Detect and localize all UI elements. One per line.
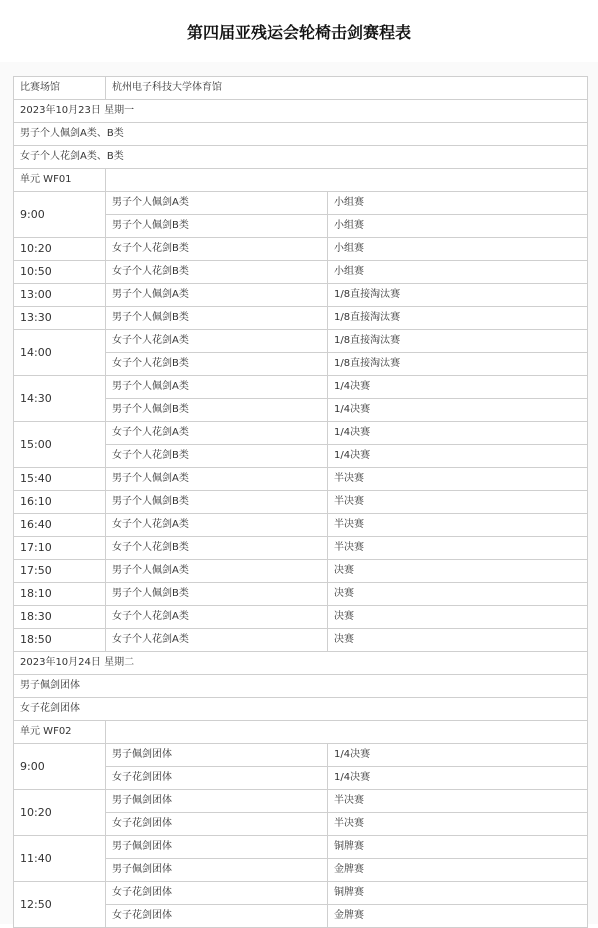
- time-cell: 17:10: [14, 537, 106, 560]
- stage-cell: 小组赛: [328, 261, 588, 284]
- schedule-row: [14, 330, 588, 353]
- date-row: [14, 652, 588, 675]
- schedule-row: [14, 537, 588, 560]
- event-cell: 男子佩剑团体: [106, 790, 328, 813]
- event-cell: 女子个人花剑A类: [106, 422, 328, 445]
- schedule-row: [14, 629, 588, 652]
- event-cell: 男子佩剑团体: [106, 836, 328, 859]
- schedule-row: [14, 606, 588, 629]
- event-cell: 女子花剑团体: [106, 813, 328, 836]
- time-cell: 13:00: [14, 284, 106, 307]
- event-cell: 女子个人花剑A类: [106, 330, 328, 353]
- schedule-row: [14, 790, 588, 813]
- time-cell: 14:00: [14, 330, 106, 376]
- event-cell: 男子个人佩剑A类: [106, 376, 328, 399]
- time-cell: 14:30: [14, 376, 106, 422]
- schedule-row: [14, 583, 588, 606]
- stage-cell: 决赛: [328, 560, 588, 583]
- time-cell: 18:10: [14, 583, 106, 606]
- stage-cell: 1/4决赛: [328, 767, 588, 790]
- schedule-row: [14, 284, 588, 307]
- time-cell: 15:00: [14, 422, 106, 468]
- event-cell: 男子个人佩剑A类: [106, 192, 328, 215]
- time-cell: 15:40: [14, 468, 106, 491]
- event-group-row-cell: 男子个人佩剑A类、B类: [14, 123, 588, 146]
- time-cell: 16:10: [14, 491, 106, 514]
- stage-cell: 半决赛: [328, 491, 588, 514]
- venue-value: 杭州电子科技大学体育馆: [106, 77, 588, 100]
- stage-cell: 1/4决赛: [328, 399, 588, 422]
- schedule-row: [14, 376, 588, 399]
- time-cell: 9:00: [14, 192, 106, 238]
- stage-cell: 1/4决赛: [328, 445, 588, 468]
- event-cell: 女子个人花剑B类: [106, 537, 328, 560]
- event-cell: 男子个人佩剑A类: [106, 560, 328, 583]
- time-cell: 18:50: [14, 629, 106, 652]
- stage-cell: 1/8直接淘汰赛: [328, 330, 588, 353]
- event-cell: 男子个人佩剑A类: [106, 284, 328, 307]
- schedule-table: [13, 76, 588, 928]
- schedule-row: [14, 238, 588, 261]
- time-cell: 16:40: [14, 514, 106, 537]
- stage-cell: 决赛: [328, 583, 588, 606]
- date-row: [14, 100, 588, 123]
- event-cell: 男子个人佩剑B类: [106, 307, 328, 330]
- schedule-row: [14, 422, 588, 445]
- stage-cell: 1/8直接淘汰赛: [328, 284, 588, 307]
- event-cell: 男子个人佩剑B类: [106, 399, 328, 422]
- schedule-row: [14, 882, 588, 905]
- stage-cell: 决赛: [328, 629, 588, 652]
- stage-cell: 半决赛: [328, 790, 588, 813]
- event-cell: 男子佩剑团体: [106, 859, 328, 882]
- stage-cell: 半决赛: [328, 514, 588, 537]
- time-cell: 10:50: [14, 261, 106, 284]
- event-cell: 男子个人佩剑B类: [106, 491, 328, 514]
- time-cell: 17:50: [14, 560, 106, 583]
- unit-label: 单元 WF01: [14, 169, 106, 192]
- schedule-row: [14, 261, 588, 284]
- time-cell: 13:30: [14, 307, 106, 330]
- stage-cell: 1/8直接淘汰赛: [328, 307, 588, 330]
- stage-cell: 1/4决赛: [328, 376, 588, 399]
- stage-cell: 小组赛: [328, 238, 588, 261]
- schedule-row: [14, 307, 588, 330]
- venue-label: 比赛场馆: [14, 77, 106, 100]
- unit-label: 单元 WF02: [14, 721, 106, 744]
- event-group-row-cell: 男子佩剑团体: [14, 675, 588, 698]
- event-group-row: [14, 675, 588, 698]
- event-cell: 女子花剑团体: [106, 767, 328, 790]
- time-cell: 12:50: [14, 882, 106, 928]
- stage-cell: 决赛: [328, 606, 588, 629]
- schedule-row: [14, 744, 588, 767]
- stage-cell: 铜牌赛: [328, 882, 588, 905]
- event-group-row: [14, 146, 588, 169]
- date-row-cell: 2023年10月23日 星期一: [14, 100, 588, 123]
- event-cell: 女子个人花剑A类: [106, 606, 328, 629]
- time-cell: 18:30: [14, 606, 106, 629]
- event-cell: 女子个人花剑B类: [106, 238, 328, 261]
- event-group-row: [14, 123, 588, 146]
- event-cell: 女子花剑团体: [106, 882, 328, 905]
- schedule-row: [14, 491, 588, 514]
- event-cell: 男子佩剑团体: [106, 744, 328, 767]
- event-cell: 男子个人佩剑B类: [106, 215, 328, 238]
- schedule-row: [14, 836, 588, 859]
- event-group-row: [14, 698, 588, 721]
- stage-cell: 半决赛: [328, 813, 588, 836]
- schedule-row: [14, 514, 588, 537]
- unit-blank: [106, 169, 588, 192]
- stage-cell: 金牌赛: [328, 905, 588, 928]
- time-cell: 10:20: [14, 238, 106, 261]
- stage-cell: 半决赛: [328, 537, 588, 560]
- event-cell: 女子个人花剑B类: [106, 445, 328, 468]
- unit-row: [14, 721, 588, 744]
- unit-row: [14, 169, 588, 192]
- stage-cell: 1/4决赛: [328, 744, 588, 767]
- time-cell: 10:20: [14, 790, 106, 836]
- event-cell: 男子个人佩剑B类: [106, 583, 328, 606]
- event-group-row-cell: 女子花剑团体: [14, 698, 588, 721]
- time-cell: 9:00: [14, 744, 106, 790]
- schedule-row: [14, 192, 588, 215]
- event-group-row-cell: 女子个人花剑A类、B类: [14, 146, 588, 169]
- stage-cell: 半决赛: [328, 468, 588, 491]
- stage-cell: 1/8直接淘汰赛: [328, 353, 588, 376]
- event-cell: 女子个人花剑A类: [106, 629, 328, 652]
- event-cell: 女子个人花剑B类: [106, 353, 328, 376]
- page-title: 第四届亚残运会轮椅击剑赛程表: [186, 22, 411, 42]
- stage-cell: 铜牌赛: [328, 836, 588, 859]
- time-cell: 11:40: [14, 836, 106, 882]
- stage-cell: 小组赛: [328, 215, 588, 238]
- event-cell: 女子个人花剑B类: [106, 261, 328, 284]
- stage-cell: 小组赛: [328, 192, 588, 215]
- event-cell: 女子花剑团体: [106, 905, 328, 928]
- schedule-row: [14, 560, 588, 583]
- stage-cell: 金牌赛: [328, 859, 588, 882]
- date-row-cell: 2023年10月24日 星期二: [14, 652, 588, 675]
- event-cell: 女子个人花剑A类: [106, 514, 328, 537]
- unit-blank: [106, 721, 588, 744]
- schedule-row: [14, 468, 588, 491]
- venue-row: [14, 77, 588, 100]
- stage-cell: 1/4决赛: [328, 422, 588, 445]
- event-cell: 男子个人佩剑A类: [106, 468, 328, 491]
